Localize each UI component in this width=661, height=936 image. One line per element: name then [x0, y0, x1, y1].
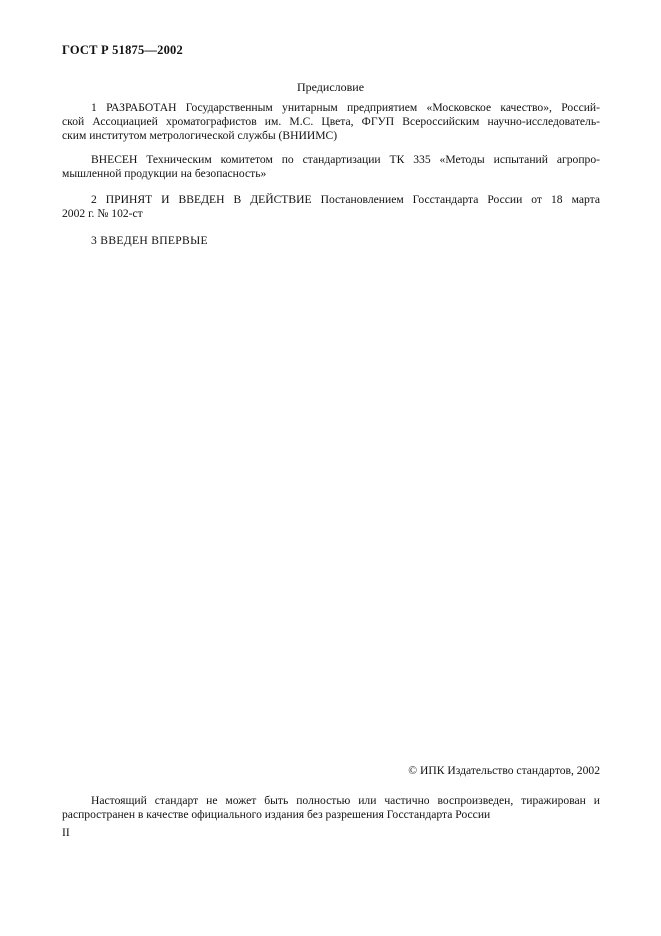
foreword-item-first-introduced	[62, 234, 600, 248]
text-line: Настоящий стандарт не может быть полностью или частично воспроизведен, тиражирован и	[91, 794, 600, 807]
text-line: ским институтом метрологической службы (ВНИИМС)	[62, 129, 338, 142]
foreword-item-developed	[62, 101, 600, 143]
reproduction-notice	[62, 794, 600, 822]
text-line: 3 ВВЕДЕН ВПЕРВЫЕ	[91, 234, 208, 247]
text-line: мышленной продукции на безопасность»	[62, 167, 267, 180]
text-line: 2 ПРИНЯТ И ВВЕДЕН В ДЕЙСТВИЕ Постановлением Госстандарта России от 18 марта	[91, 193, 600, 206]
text-line: 1 РАЗРАБОТАН Государственным унитарным предприятием «Московское качество», Россий-	[91, 101, 600, 114]
text-line: ской Ассоциацией хроматографистов им. М.С. Цвета, ФГУП Всероссийским научно-исследователь-	[62, 115, 600, 128]
text-line: 2002 г. № 102-ст	[62, 207, 143, 220]
page-number: II	[62, 826, 70, 839]
foreword-item-adopted	[62, 193, 600, 221]
document-header: ГОСТ Р 51875—2002	[62, 43, 183, 57]
foreword-title: Предисловие	[296, 80, 365, 94]
copyright-line: © ИПК Издательство стандартов, 2002	[408, 764, 600, 777]
text-line: распространен в качестве официального издания без разрешения Госстандарта России	[62, 808, 491, 821]
text-line: ВНЕСЕН Техническим комитетом по стандартизации ТК 335 «Методы испытаний агропро-	[91, 153, 600, 166]
foreword-item-introduced	[62, 153, 600, 181]
